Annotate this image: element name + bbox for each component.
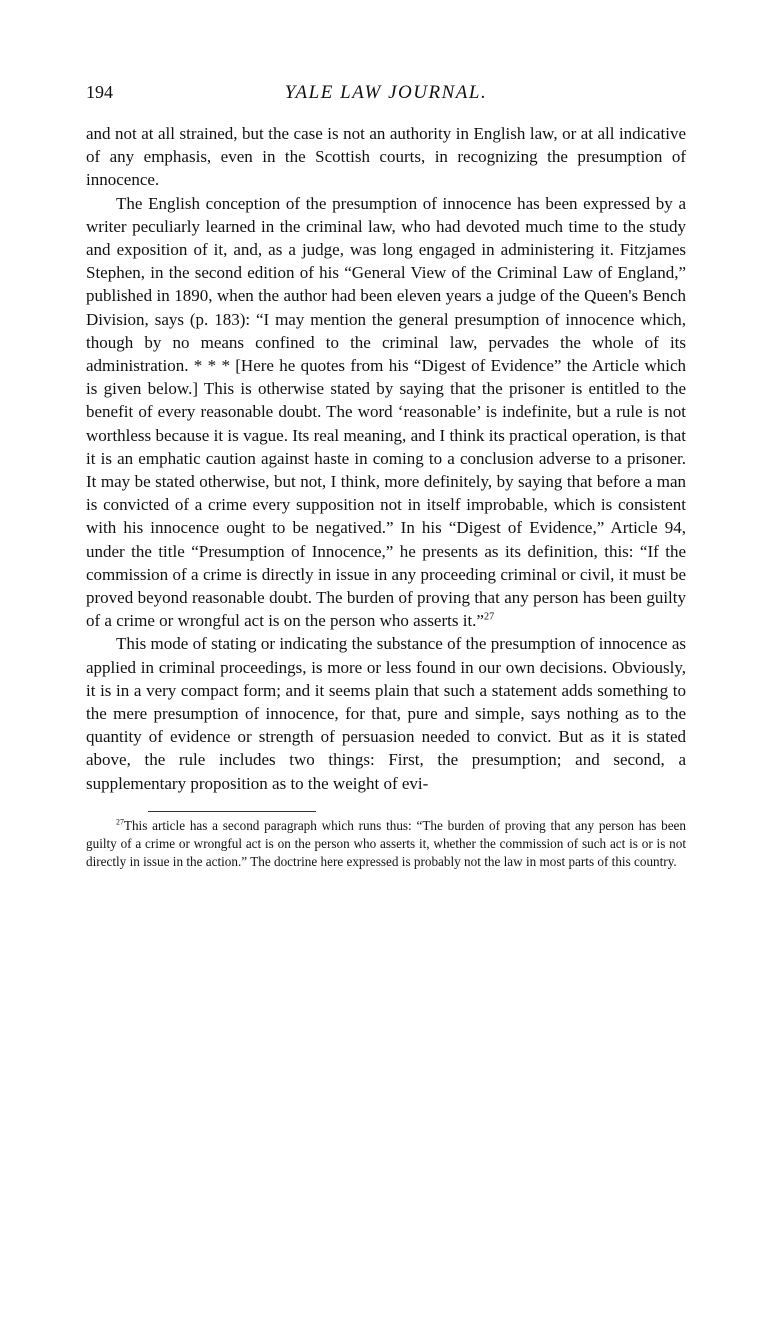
running-title: YALE LAW JOURNAL.	[284, 82, 488, 103]
page-header	[86, 82, 686, 112]
footnote-ref-27: 27	[483, 611, 495, 623]
paragraph-3: This mode of stating or indicating the substance of the presumption of innocence as applied in criminal proceedings, is more or less found in our own decisions. Obviously, it is in a very compact form; and it seems plain that such a statement adds something to the mere presumption of innocence, for that, pure and simple, says nothing as to the quantity of evidence or strength of persuasion needed to convict. But as it is stated above, the rule includes two things: First, the presumption; and second, a supplementary proposition as to the weight of evi-	[86, 634, 686, 793]
document-page	[86, 82, 686, 872]
footnote-divider	[148, 811, 316, 812]
paragraph-2-text: The English conception of the presumption of innocence has been expressed by a writer peculiarly learned in the criminal law, who had devoted much time to the study and exposition of it, and, as a judge, was long engaged in administering it. Fitzjames Stephen, in the second edition of his “General View of the Criminal Law of England,” published in 1890, when the author had been eleven years a judge of the Queen's Bench Division, says (p. 183): “I may mention the general presumption of innocence which, though by no means confined to the criminal law, pervades the whole of its administration. * * * [Here he quotes from his “Digest of Evidence” the Article which is given below.] This is otherwise stated by saying that the prisoner is entitled to the benefit of every reasonable doubt. The word ‘reasonable’ is indefinite, but a rule is not worthless because it is vague. Its real meaning, and I think its practical operation, is that it is an emphatic caution against haste in coming to a conclusion adverse to a prisoner. It may be stated otherwise, but not, I think, more definitely, by saying that before a man is convicted of a crime every supposition not in itself improbable, which is consistent with his innocence ought to be negatived.” In his “Digest of Evidence,” Article 94, under the title “Presumption of Innocence,” he presents as its definition, this: “If the commission of a crime is directly in issue in any proceeding criminal or civil, it must be proved beyond reasonable doubt. The burden of proving that any person has been guilty of a crime or wrongful act is on the person who asserts it.”	[86, 193, 686, 631]
footnote-marker: 27	[116, 817, 124, 827]
paragraph-1: and not at all strained, but the case is not an authority in English law, or at all indicative of any emphasis, even in the Scottish courts, in recognizing the presumption of innocence.	[86, 124, 686, 190]
footnote-27	[86, 817, 686, 872]
footnote-text: This article has a second paragraph which runs thus: “The burden of proving that any person has been guilty of a crime or wrongful act is on the person who asserts it, whether the commission of such act is or is not directly in issue in the action.” The doctrine here expressed is probably not the law in most parts of this country.	[86, 817, 686, 870]
paragraph-2	[86, 192, 686, 633]
page-number: 194	[86, 82, 113, 102]
body-text	[86, 122, 686, 795]
